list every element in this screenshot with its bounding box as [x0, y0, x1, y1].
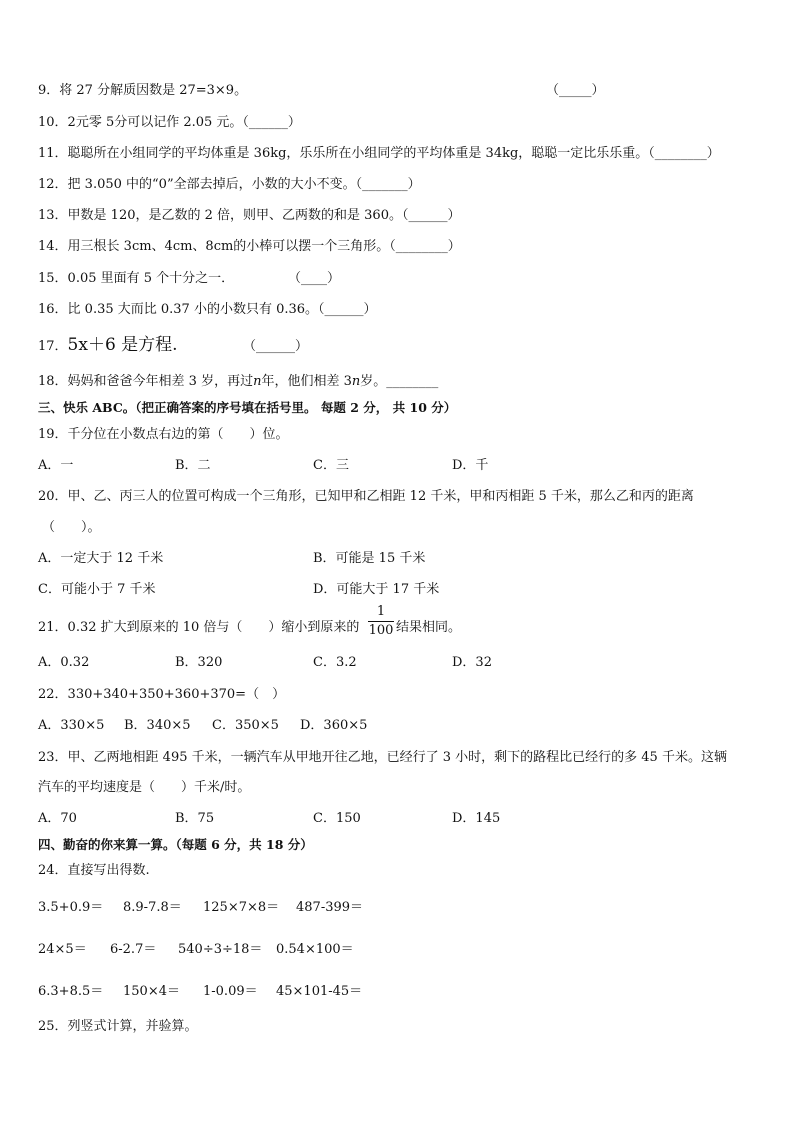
calc-item: 45×101-45＝ — [276, 984, 363, 999]
calc-item: 6.3+8.5＝ — [38, 984, 104, 999]
calc-item: 8.9-7.8＝ — [123, 900, 182, 915]
option-d: D．145 — [452, 811, 501, 826]
question-9: 9．将 27 分解质因数是 27=3×9。 — [38, 83, 248, 98]
question-17 — [38, 336, 178, 356]
question-15: 15．0.05 里面有 5 个十分之一． — [38, 271, 235, 286]
option-b: B．320 — [175, 655, 223, 670]
question-22: 22．330+340+350+360+370=（ ） — [38, 687, 286, 702]
option-b: B．二 — [175, 458, 211, 473]
option-a: A．一 — [38, 458, 74, 473]
option-a: A．一定大于 12 千米 — [38, 551, 164, 566]
option-a: A．0.32 — [38, 655, 90, 670]
question-13: 13．甲数是 120，是乙数的 2 倍，则甲、乙两数的和是 360。（______） — [38, 208, 461, 223]
variable-n: n — [253, 374, 262, 389]
equation-expression: 5x＋6 — [67, 335, 116, 355]
question-19: 19．千分位在小数点右边的第（ ）位。 — [38, 427, 289, 442]
question-14: 14．用三根长 3cm、4cm、8cm的小棒可以摆一个三角形。（________） — [38, 239, 461, 254]
question-18-part-a: 18．妈妈和爸爸今年相差 3 岁，再过 — [38, 374, 254, 389]
question-24-title: 24．直接写出得数. — [38, 863, 150, 878]
calc-item: 540÷3÷18＝ — [178, 942, 263, 957]
calc-item: 6-2.7＝ — [110, 942, 157, 957]
calc-item: 0.54×100＝ — [276, 942, 354, 957]
fraction-bar — [368, 621, 394, 622]
option-c: C．150 — [313, 811, 361, 826]
question-21-part-a: 21．0.32 扩大到原来的 10 倍与（ ）缩小到原来的 — [38, 620, 360, 635]
question-25: 25．列竖式计算，并验算。 — [38, 1019, 198, 1034]
question-18-part-b: 年，他们相差 3 — [261, 374, 352, 389]
option-d: D．可能大于 17 千米 — [313, 582, 440, 597]
option-d: D．32 — [452, 655, 492, 670]
question-23-line-2: 汽车的平均速度是（ ）千米/时。 — [38, 780, 251, 795]
calc-item: 487-399＝ — [296, 900, 364, 915]
question-18 — [38, 373, 438, 391]
calc-item: 125×7×8＝ — [203, 900, 280, 915]
option-c: C．三 — [313, 458, 349, 473]
question-16: 16．比 0.35 大而比 0.37 小的小数只有 0.36。（______） — [38, 302, 377, 317]
option-a: A．70 — [38, 811, 77, 826]
option-b: B．可能是 15 千米 — [313, 551, 426, 566]
question-17-number: 17． — [38, 339, 68, 354]
option-c: C．可能小于 7 千米 — [38, 582, 156, 597]
calc-item: 3.5+0.9＝ — [38, 900, 104, 915]
option-d: D．360×5 — [300, 718, 368, 733]
section-4-heading: 四、勤奋的你来算一算。（每题 6 分，共 18 分） — [38, 837, 313, 852]
answer-blank-15: （____） — [288, 271, 341, 286]
question-10: 10．2元零 5分可以记作 2.05 元。（______） — [38, 115, 301, 130]
fraction-denominator: 100 — [368, 623, 394, 638]
option-b: B．340×5 — [124, 718, 191, 733]
calc-item: 1-0.09＝ — [203, 984, 258, 999]
option-a: A．330×5 — [38, 718, 105, 733]
answer-blank-17: （______） — [243, 339, 309, 354]
question-20-line-1: 20．甲、乙、丙三人的位置可构成一个三角形，已知甲和乙相距 12 千米，甲和丙相距 5 千米，那么乙和丙的距离 — [38, 489, 694, 504]
question-11: 11．聪聪所在小组同学的平均体重是 36kg，乐乐所在小组同学的平均体重是 34kg，聪聪一定比乐乐重。（________） — [38, 146, 720, 161]
fraction-numerator: 1 — [376, 604, 386, 619]
variable-n: n — [351, 374, 361, 389]
option-c: C．350×5 — [212, 718, 279, 733]
question-21-part-b: 结果相同。 — [396, 620, 462, 635]
section-3-heading: 三、快乐 ABC。（把正确答案的序号填在括号里。 每题 2 分， 共 10 分） — [38, 400, 457, 415]
option-d: D．千 — [452, 458, 489, 473]
question-17-statement: 是方程. — [115, 335, 178, 355]
option-c: C．3.2 — [313, 655, 357, 670]
calc-item: 150×4＝ — [123, 984, 180, 999]
question-20-line-2: （ ）。 — [42, 520, 101, 535]
fraction-one-hundredth — [368, 604, 394, 639]
question-18-part-c: 岁。________ — [360, 374, 439, 389]
question-23-line-1: 23．甲、乙两地相距 495 千米，一辆汽车从甲地开往乙地，已经行了 3 小时，剩下的路程比已经行的多 45 千米。这辆 — [38, 750, 727, 765]
calc-item: 24×5＝ — [38, 942, 87, 957]
answer-blank-9: （_____） — [546, 83, 605, 98]
question-12: 12．把 3.050 中的“0”全部去掉后，小数的大小不变。（_______） — [38, 177, 421, 192]
option-b: B．75 — [175, 811, 215, 826]
